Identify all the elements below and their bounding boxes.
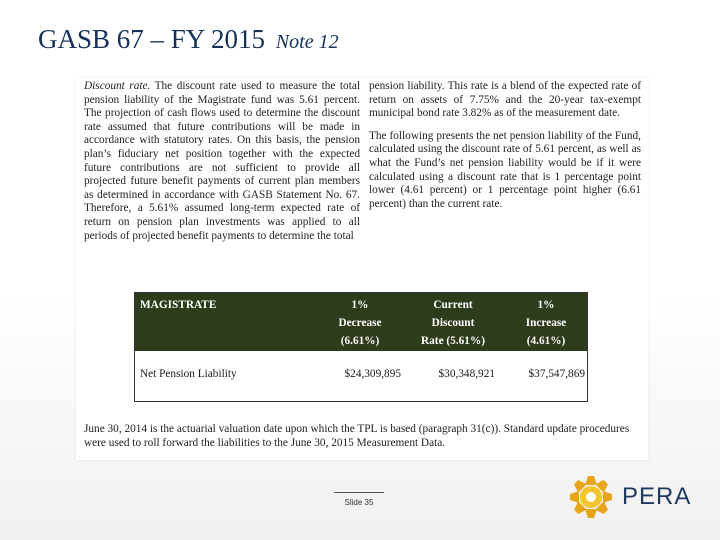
column-header-line: 1% <box>351 299 369 311</box>
discount-rate-lead: Discount rate. <box>84 80 151 92</box>
column-header-line: Rate (5.61%) <box>421 335 485 347</box>
left-column <box>84 80 360 252</box>
logo-text: PERA <box>622 483 692 510</box>
slide-title-note: Note 12 <box>275 31 339 53</box>
slide-title-text: GASB 67 – FY 2015 <box>38 24 266 54</box>
column-header-line: (4.61%) <box>526 335 566 347</box>
value-current: $30,348,921 <box>438 368 495 380</box>
document-excerpt <box>76 78 648 460</box>
column-header-line: Discount <box>431 317 475 329</box>
sensitivity-paragraph: The following presents the net pension liability of the Fund, calculated using the discount rate of 5.61 percent, as well as what the Fund’s net pension liability would be if it were calculated using a discount rate that is 1 percentage point lower (4.61 percent) or 1 percentage point higher (6.61 percent) than the current rate. <box>369 129 641 210</box>
column-header-decrease <box>317 296 403 350</box>
column-header-line: Current <box>433 299 473 311</box>
column-header-line: (6.61%) <box>340 335 380 347</box>
column-header-line: Increase <box>525 317 567 329</box>
discount-rate-paragraph <box>84 80 360 243</box>
rate-blend-paragraph: pension liability. This rate is a blend of the expected rate of return on assets of 7.75% and the 20-year tax-exempt municipal bond rate 3.82% as of the measurement date. <box>369 80 641 120</box>
slide-title <box>38 24 339 55</box>
valuation-footnote: June 30, 2014 is the actuarial valuation date upon which the TPL is based (paragraph 31(c)). Standard update procedures were used to roll forward the liabilities to the June 30, 2015 Measurement Data. <box>84 423 630 449</box>
value-increase: $37,547,869 <box>528 368 585 380</box>
discount-rate-body: The discount rate used to measure the total pension liability of the Magistrate fund was 5.61 percent. The projection of cash flows used to determine the discount rate assumed that future contributions will be made in accordance with statutory rates. On this basis, the pension plan’s fiduciary net position together with the expected future contributions are not sufficient to provide all projected future benefit payments of current plan members as determined in accordance with GASB Statement No. 67. Therefore, a 5.61% assumed long-term expected rate of return on pension plan investments was applied to all periods of projected benefit payments to determine the total <box>84 80 360 242</box>
value-decrease: $24,309,895 <box>344 368 401 380</box>
pera-logo <box>568 474 692 520</box>
column-header-line: 1% <box>537 299 555 311</box>
sun-icon <box>568 474 614 520</box>
row-label: Net Pension Liability <box>140 368 237 380</box>
column-header-line: Decrease <box>338 317 382 329</box>
column-header-increase <box>503 296 589 350</box>
right-column <box>369 80 641 220</box>
slide-number: Slide 35 <box>334 492 384 507</box>
column-header-current <box>407 296 499 350</box>
table-header-label: MAGISTRATE <box>140 299 217 311</box>
table-header <box>135 293 587 351</box>
sensitivity-table <box>134 292 588 402</box>
